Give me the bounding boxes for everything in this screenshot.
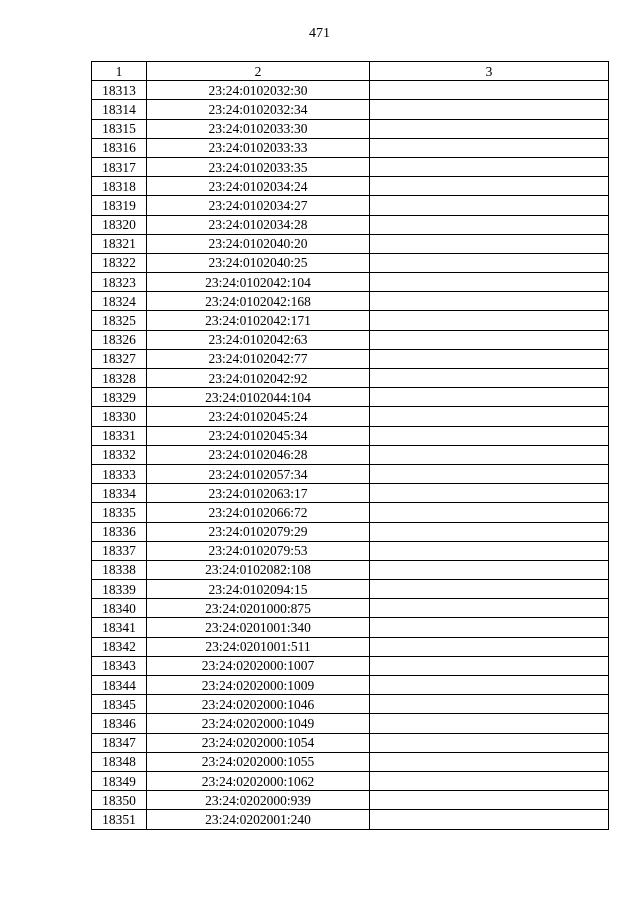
notes-cell [370,752,609,771]
notes-cell [370,138,609,157]
notes-cell [370,503,609,522]
row-number-cell: 18319 [92,196,147,215]
notes-cell [370,119,609,138]
cadastral-number-cell: 23:24:0102033:35 [147,157,370,176]
table-row [92,311,609,330]
cadastral-number-cell: 23:24:0202000:1009 [147,676,370,695]
cadastral-number-cell: 23:24:0102042:171 [147,311,370,330]
notes-cell [370,330,609,349]
table-row [92,695,609,714]
table-row [92,273,609,292]
row-number-cell: 18349 [92,771,147,790]
notes-cell [370,464,609,483]
row-number-cell: 18323 [92,273,147,292]
cadastral-number-cell: 23:24:0102079:29 [147,522,370,541]
cadastral-number-cell: 23:24:0102032:30 [147,81,370,100]
cadastral-number-cell: 23:24:0102057:34 [147,464,370,483]
row-number-cell: 18333 [92,464,147,483]
notes-cell [370,215,609,234]
notes-cell [370,234,609,253]
row-number-cell: 18314 [92,100,147,119]
cadastral-number-cell: 23:24:0102094:15 [147,580,370,599]
cadastral-number-cell: 23:24:0102040:25 [147,253,370,272]
cadastral-number-cell: 23:24:0102042:63 [147,330,370,349]
table-row [92,541,609,560]
table-row [92,771,609,790]
cadastral-number-cell: 23:24:0202000:1046 [147,695,370,714]
cadastral-number-cell: 23:24:0202001:240 [147,810,370,829]
row-number-cell: 18328 [92,369,147,388]
notes-cell [370,426,609,445]
notes-cell [370,714,609,733]
cadastral-number-cell: 23:24:0102042:77 [147,349,370,368]
row-number-cell: 18326 [92,330,147,349]
notes-cell [370,196,609,215]
notes-cell [370,791,609,810]
cadastral-number-cell: 23:24:0102079:53 [147,541,370,560]
table-row [92,637,609,656]
table-row [92,503,609,522]
row-number-cell: 18334 [92,484,147,503]
notes-cell [370,695,609,714]
notes-cell [370,100,609,119]
cadastral-number-cell: 23:24:0102042:92 [147,369,370,388]
notes-cell [370,676,609,695]
notes-cell [370,445,609,464]
column-header-3: 3 [370,62,609,81]
row-number-cell: 18351 [92,810,147,829]
table-row [92,522,609,541]
table-row [92,330,609,349]
notes-cell [370,541,609,560]
notes-cell [370,157,609,176]
table-row [92,215,609,234]
cadastral-number-cell: 23:24:0102034:24 [147,177,370,196]
table-row [92,138,609,157]
notes-cell [370,580,609,599]
notes-cell [370,522,609,541]
row-number-cell: 18315 [92,119,147,138]
page-number: 471 [309,26,330,41]
cadastral-number-cell: 23:24:0201001:340 [147,618,370,637]
cadastral-number-cell: 23:24:0102044:104 [147,388,370,407]
row-number-cell: 18320 [92,215,147,234]
notes-cell [370,311,609,330]
cadastral-number-cell: 23:24:0102066:72 [147,503,370,522]
table-row [92,560,609,579]
row-number-cell: 18345 [92,695,147,714]
table-row [92,733,609,752]
cadastral-number-cell: 23:24:0202000:1055 [147,752,370,771]
cadastral-number-cell: 23:24:0102033:30 [147,119,370,138]
table-row [92,81,609,100]
row-number-cell: 18325 [92,311,147,330]
row-number-cell: 18348 [92,752,147,771]
notes-cell [370,656,609,675]
row-number-cell: 18316 [92,138,147,157]
cadastral-number-cell: 23:24:0102034:27 [147,196,370,215]
table-row [92,580,609,599]
table-row [92,407,609,426]
cadastral-number-cell: 23:24:0102082:108 [147,560,370,579]
cadastral-number-cell: 23:24:0102063:17 [147,484,370,503]
row-number-cell: 18336 [92,522,147,541]
table-row [92,253,609,272]
table-row [92,426,609,445]
cadastral-number-cell: 23:24:0202000:1007 [147,656,370,675]
cadastral-number-cell: 23:24:0202000:1049 [147,714,370,733]
notes-cell [370,273,609,292]
cadastral-number-cell: 23:24:0202000:1054 [147,733,370,752]
table-row [92,752,609,771]
table-row [92,349,609,368]
table-row [92,599,609,618]
row-number-cell: 18322 [92,253,147,272]
notes-cell [370,369,609,388]
cadastral-number-cell: 23:24:0102046:28 [147,445,370,464]
table-body [92,81,609,829]
table-row [92,369,609,388]
table-row [92,791,609,810]
row-number-cell: 18340 [92,599,147,618]
row-number-cell: 18318 [92,177,147,196]
table-row [92,234,609,253]
table-row [92,292,609,311]
row-number-cell: 18341 [92,618,147,637]
cadastral-number-cell: 23:24:0102040:20 [147,234,370,253]
table-row [92,177,609,196]
cadastral-number-cell: 23:24:0202000:939 [147,791,370,810]
row-number-cell: 18332 [92,445,147,464]
table-row [92,388,609,407]
table-row [92,618,609,637]
table-header [92,62,609,81]
row-number-cell: 18317 [92,157,147,176]
cadastral-number-cell: 23:24:0201001:511 [147,637,370,656]
table-row [92,119,609,138]
table-row [92,676,609,695]
row-number-cell: 18330 [92,407,147,426]
cadastral-number-cell: 23:24:0102034:28 [147,215,370,234]
notes-cell [370,81,609,100]
table-row [92,100,609,119]
cadastral-number-cell: 23:24:0102045:34 [147,426,370,445]
notes-cell [370,637,609,656]
table-row [92,656,609,675]
table-row [92,445,609,464]
notes-cell [370,253,609,272]
row-number-cell: 18347 [92,733,147,752]
notes-cell [370,560,609,579]
cadastral-number-cell: 23:24:0202000:1062 [147,771,370,790]
row-number-cell: 18335 [92,503,147,522]
notes-cell [370,292,609,311]
row-number-cell: 18329 [92,388,147,407]
cadastral-number-cell: 23:24:0102045:24 [147,407,370,426]
row-number-cell: 18327 [92,349,147,368]
table-row [92,484,609,503]
notes-cell [370,349,609,368]
notes-cell [370,771,609,790]
registry-table [91,61,609,830]
table-row [92,196,609,215]
header-row [92,62,609,81]
row-number-cell: 18344 [92,676,147,695]
row-number-cell: 18342 [92,637,147,656]
cadastral-number-cell: 23:24:0102042:104 [147,273,370,292]
cadastral-number-cell: 23:24:0201000:875 [147,599,370,618]
row-number-cell: 18313 [92,81,147,100]
row-number-cell: 18321 [92,234,147,253]
cadastral-number-cell: 23:24:0102032:34 [147,100,370,119]
table-row [92,157,609,176]
column-header-2: 2 [147,62,370,81]
row-number-cell: 18350 [92,791,147,810]
table-row [92,810,609,829]
row-number-cell: 18346 [92,714,147,733]
notes-cell [370,733,609,752]
notes-cell [370,810,609,829]
row-number-cell: 18339 [92,580,147,599]
table-row [92,714,609,733]
notes-cell [370,599,609,618]
row-number-cell: 18331 [92,426,147,445]
column-header-1: 1 [92,62,147,81]
notes-cell [370,388,609,407]
cadastral-number-cell: 23:24:0102033:33 [147,138,370,157]
row-number-cell: 18337 [92,541,147,560]
notes-cell [370,618,609,637]
row-number-cell: 18324 [92,292,147,311]
cadastral-number-cell: 23:24:0102042:168 [147,292,370,311]
notes-cell [370,177,609,196]
notes-cell [370,484,609,503]
notes-cell [370,407,609,426]
row-number-cell: 18343 [92,656,147,675]
table-row [92,464,609,483]
row-number-cell: 18338 [92,560,147,579]
